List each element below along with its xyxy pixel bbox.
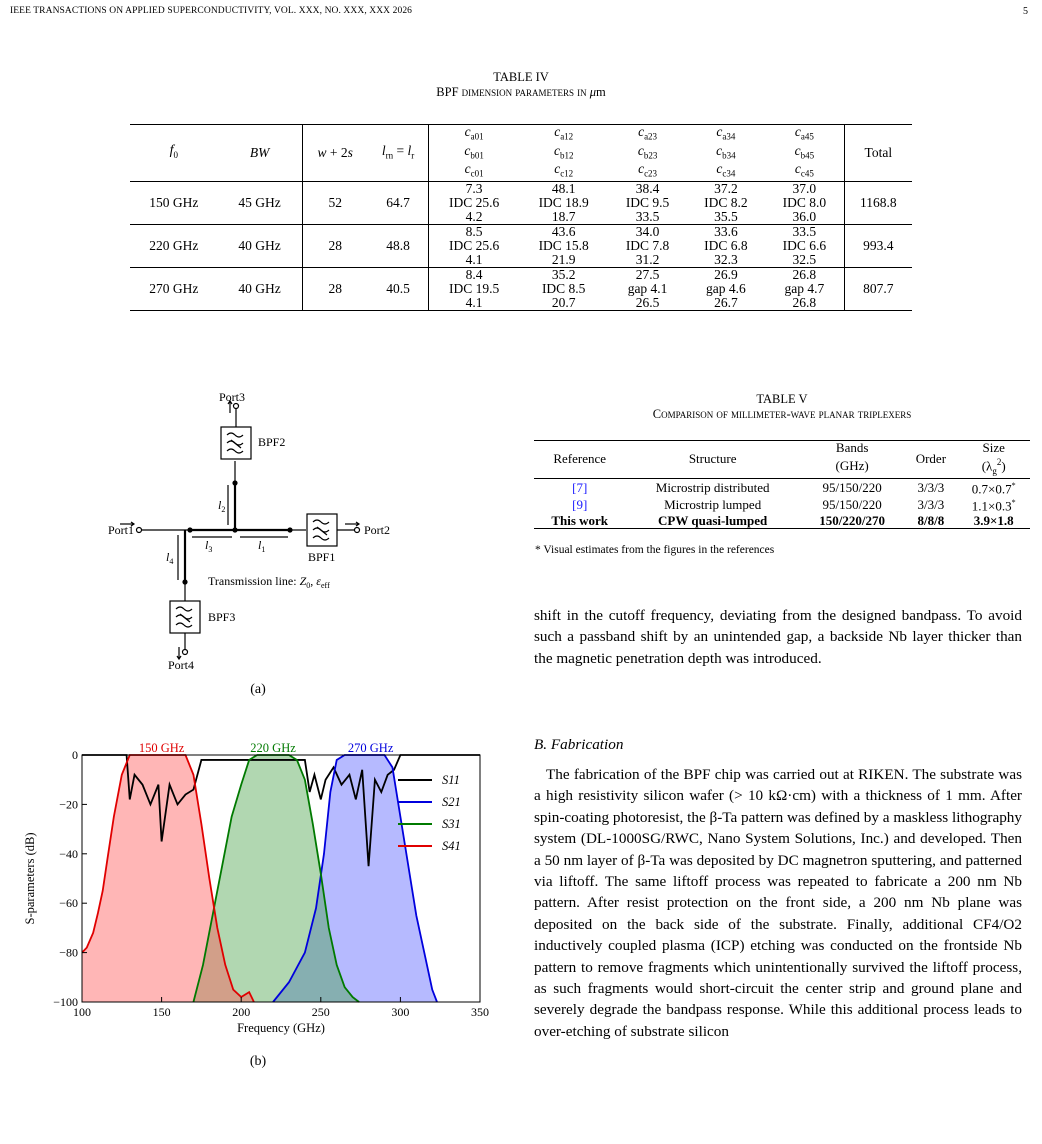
th-c: $c_{b23}$ [637, 142, 658, 161]
cell-size: 3.9×1.8 [973, 512, 1014, 528]
table4 [130, 124, 912, 311]
cell-c: 4.1 [429, 253, 519, 268]
x-tick-label: 300 [391, 1005, 410, 1019]
cell-c: 48.1 [551, 181, 576, 197]
x-tick-label: 150 [152, 1005, 171, 1019]
cell-bands: 95/150/220 [822, 496, 882, 512]
y-tick-label: −100 [53, 995, 78, 1009]
svg-text:l2: $l_2$ [218, 498, 226, 514]
cell-f0: 270 GHz [149, 281, 199, 297]
page-number: 5 [1023, 6, 1028, 17]
svg-text:l1: $l_1$ [258, 538, 266, 554]
cell-c: IDC 18.9 [538, 195, 589, 211]
figure-b-caption: (b) [249, 1054, 267, 1069]
cell-c: 35.5 [714, 209, 738, 225]
table-row [130, 182, 912, 197]
cell-lr: 40.5 [386, 281, 410, 297]
cell-f0: 150 GHz [149, 195, 199, 211]
th-lr: $l_{rn} = l_r$ [381, 142, 415, 161]
legend-label: S31 [442, 817, 461, 831]
th-c: $c_{c12}$ [554, 161, 574, 180]
cell-c: IDC 6.8 [704, 238, 748, 254]
cell-c: 26.8 [792, 295, 817, 311]
cell-c: 26.7 [714, 295, 738, 311]
cell-c: 32.3 [714, 252, 738, 268]
cell-w2s: 52 [302, 182, 368, 225]
th-c: $c_{c34}$ [716, 161, 736, 180]
th-c: $c_{b12}$ [553, 142, 574, 161]
cell-ref: This work [551, 512, 609, 528]
paragraph-1: shift in the cutoff frequency, deviating from the designed bandpass. To avoid such a passband shift by an unintended gap, a backside Nb layer thicker than the magnetic penetration depth was introduced. [534, 607, 1022, 667]
cell-c: IDC 8.2 [704, 195, 748, 211]
th-c: $c_{a34}$ [716, 124, 736, 142]
th-c: $c_{a23}$ [638, 124, 658, 142]
section-title: B. Fabrication [534, 736, 624, 753]
cell-c: 31.2 [635, 252, 660, 268]
y-tick-label: −20 [59, 797, 78, 812]
th-bw: BW [249, 145, 270, 161]
y-tick-label: −60 [59, 896, 78, 911]
table5-footnote: * Visual estimates from the figures in the references [535, 544, 775, 556]
cell-f0: 220 GHz [149, 238, 199, 254]
th-c: $c_{a45}$ [794, 124, 814, 142]
cell-c: 20.7 [551, 295, 576, 311]
x-tick-label: 100 [73, 1005, 91, 1019]
cell-structure: CPW quasi-lumped [658, 512, 768, 528]
figure-b-chart [20, 735, 500, 1035]
cell-c: IDC 7.8 [625, 238, 670, 254]
cell-c: IDC 25.6 [429, 239, 519, 253]
bpf1-label: BPF1 [308, 550, 336, 564]
table5: Reference Structure Bands Order Size (GHz) $(\lambda_g^2)$ [7] Microstrip distributed 95/150/220 3/3/3 0.7×0.7* [9] Microstrip lumped 95/150/220 3/3/3 1.1×0.3* This work CPW quasi-lumped 150/220/270 8/8/8 3.9×1.8 [534, 440, 1030, 529]
band-label: 220 GHz [250, 741, 296, 755]
cell-c: 26.5 [635, 295, 660, 311]
table-row [130, 268, 912, 283]
table5-label: TABLE V [756, 392, 808, 406]
cell-c: 37.2 [714, 181, 738, 197]
cell-c: IDC 8.5 [541, 281, 586, 297]
table-row [534, 478, 1030, 496]
y-tick-label: 0 [72, 748, 78, 762]
cell-c: 32.5 [792, 252, 817, 268]
table-row [534, 496, 1030, 513]
legend-label: S11 [442, 773, 460, 787]
cell-c: 8.5 [429, 225, 519, 240]
port1-label: Port1 [108, 523, 135, 537]
tline-label: Transmission line: $Z_0$, $\varepsilon_{eff}$ [208, 574, 330, 590]
th-w2s: w + 2s [302, 125, 368, 182]
cell-order: 3/3/3 [917, 496, 945, 512]
x-tick-label: 350 [471, 1005, 489, 1019]
cell-c: 26.8 [792, 267, 817, 283]
cell-ref: [9] [572, 496, 588, 512]
cell-c: 27.5 [635, 267, 660, 283]
cell-c: IDC 25.6 [429, 196, 519, 210]
cell-c: 35.2 [551, 267, 576, 283]
cell-structure: Microstrip lumped [664, 496, 762, 512]
cell-c: 33.6 [714, 224, 738, 240]
cell-c: 7.3 [429, 182, 519, 197]
cell-c: gap 4.7 [784, 281, 825, 297]
band-label: 270 GHz [347, 741, 394, 755]
cell-total: 1168.8 [844, 182, 912, 225]
th-c: $c_{c45}$ [794, 161, 814, 180]
band-label: 150 GHz [138, 741, 185, 755]
cell-order: 3/3/3 [917, 479, 945, 495]
bpf2-label: BPF2 [258, 435, 286, 449]
cell-bands: 150/220/270 [819, 512, 886, 528]
cell-c: 37.0 [792, 181, 817, 197]
x-tick-label: 200 [232, 1005, 251, 1019]
y-tick-label: −80 [59, 945, 78, 960]
cell-c: 34.0 [635, 224, 660, 240]
cell-c: 33.5 [792, 224, 817, 240]
th-c: $c_{c23}$ [638, 161, 658, 180]
table4-caption: BPF dimension parameters in μm [436, 85, 606, 99]
cell-c: 38.4 [635, 181, 660, 197]
x-tick-label: 250 [311, 1005, 330, 1019]
cell-c: gap 4.1 [627, 281, 668, 297]
cell-bw: 45 GHz [238, 195, 281, 211]
th-c: $c_{b34}$ [716, 142, 736, 161]
x-axis-label: Frequency (GHz) [237, 1021, 325, 1035]
cell-c: 4.1 [429, 296, 519, 311]
th-c: $c_{a12}$ [554, 124, 574, 142]
table-row [534, 514, 1030, 529]
cell-c: 4.2 [429, 210, 519, 225]
cell-c: IDC 15.8 [538, 238, 589, 254]
figure-a-diagram [100, 385, 430, 705]
th-c: $c_{a01}$ [429, 125, 519, 144]
cell-w2s: 28 [302, 268, 368, 311]
cell-lr: 64.7 [386, 195, 410, 211]
cell-c: 36.0 [792, 209, 817, 225]
cell-c: IDC 8.0 [782, 195, 827, 211]
port3-label: Port3 [219, 390, 246, 404]
paragraph-2: The fabrication of the BPF chip was carried out at RIKEN. The substrate was a high resistivity silicon wafer (> 10 kΩ·cm) with a thickness of 1 mm. After spin-coating photoresist, the β-Ta pattern was defined by a maskless lithography system (DL-1000SG/RWC, Nano System Solutions, Inc.) and developed. Then a 50 nm layer of β-Ta was deposited by DC magnetron sputtering, and patterned via liftoff. The same liftoff process was repeated to fabricate a 200 nm Nb pattern. After resist protection on the front side, a 200 nm Nb plane was deposited on the back side of the substrate. Finally, additional CF4/O2 inductively coupled plasma (ICP) etching was conducted on the frontside Nb pattern to remove fragments which unintentionally survived the liftoff process, as such fragments would short-circuit the center strip and ground plane and severely degrade the bandpass response. While this additional process leads to over-etching of substrate silicon [534, 766, 1022, 1040]
th-total: Total [844, 125, 912, 182]
legend-label: S41 [442, 839, 461, 853]
port4-label: Port4 [168, 658, 195, 672]
cell-structure: Microstrip distributed [655, 479, 770, 495]
cell-w2s: 28 [302, 225, 368, 268]
cell-c: 21.9 [551, 252, 576, 268]
cell-c: 18.7 [551, 209, 576, 225]
cell-total: 993.4 [844, 225, 912, 268]
cell-c: gap 4.6 [706, 281, 746, 297]
svg-text:l3: $l_3$ [205, 538, 213, 554]
y-axis-label: S-parameters (dB) [23, 832, 37, 925]
cell-c: 33.5 [635, 209, 660, 225]
table-row [130, 225, 912, 240]
cell-total: 807.7 [844, 268, 912, 311]
cell-bands: 95/150/220 [822, 479, 882, 495]
running-header: IEEE TRANSACTIONS ON APPLIED SUPERCONDUCTIVITY, VOL. XXX, NO. XXX, XXX 2026 [10, 6, 413, 16]
cell-c: 43.6 [551, 224, 576, 240]
th-c: $c_{b01}$ [429, 144, 519, 163]
cell-lr: 48.8 [386, 238, 410, 254]
figure-a-caption: (a) [250, 682, 266, 697]
bpf3-label: BPF3 [208, 610, 236, 624]
cell-c: 8.4 [429, 268, 519, 283]
cell-bw: 40 GHz [238, 238, 281, 254]
cell-c: IDC 9.5 [625, 195, 670, 211]
cell-c: 26.9 [714, 267, 738, 283]
th-f0: $f_0$ [169, 143, 178, 160]
table5-caption: Comparison of millimeter-wave planar triplexers [652, 407, 912, 421]
svg-text:l4: $l_4$ [166, 550, 174, 566]
y-tick-label: −40 [59, 846, 78, 861]
th-c: $c_{b45}$ [794, 142, 815, 161]
cell-size: 1.1×0.3* [971, 498, 1016, 514]
cell-ref: [7] [572, 479, 588, 495]
cell-c: IDC 6.6 [782, 238, 827, 254]
cell-size: 0.7×0.7* [971, 480, 1016, 497]
table4-label: TABLE IV [493, 70, 549, 84]
port2-label: Port2 [364, 523, 391, 537]
th-c: $c_{c01}$ [429, 162, 519, 181]
cell-bw: 40 GHz [238, 281, 281, 297]
legend-label: S21 [442, 795, 461, 809]
cell-order: 8/8/8 [917, 512, 945, 528]
cell-c: IDC 19.5 [429, 282, 519, 296]
